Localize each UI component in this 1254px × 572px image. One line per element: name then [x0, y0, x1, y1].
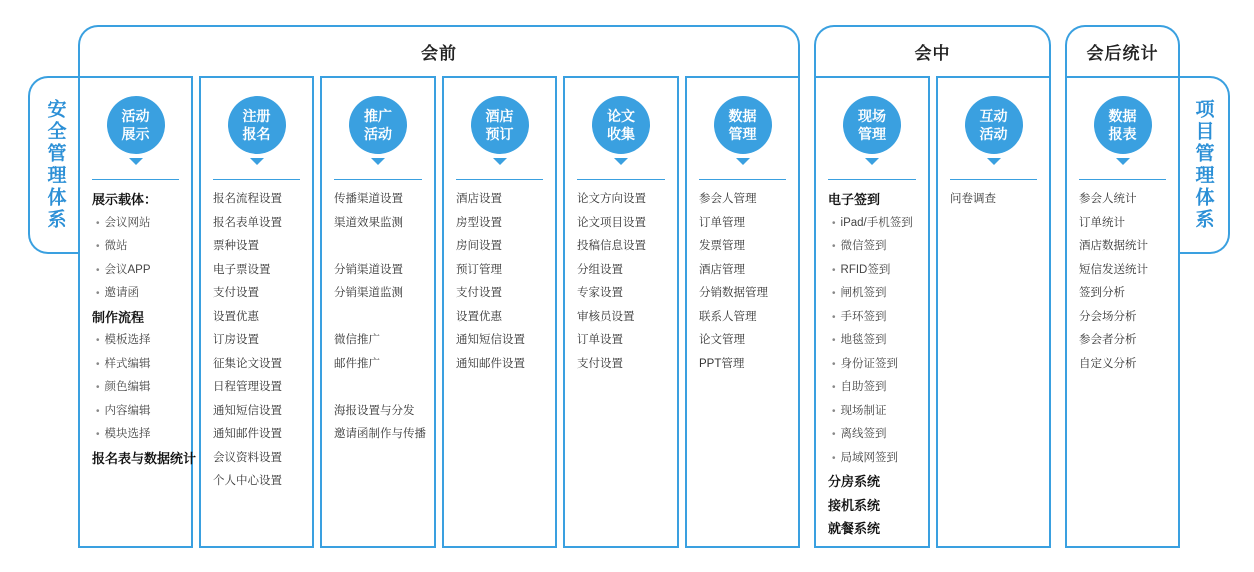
item-list: [699, 188, 792, 376]
down-triangle-icon: [371, 158, 385, 165]
list-item: 通知邮件设置: [456, 357, 525, 370]
phase-post-label: 会后统计: [1086, 44, 1159, 63]
list-item: 联系人管理: [699, 310, 757, 323]
column-promotion: [320, 76, 436, 548]
list-item: 票种设置: [213, 240, 259, 252]
list-item: 日程管理设置: [213, 381, 282, 393]
phase-post-header: [1065, 25, 1180, 76]
list-item: 短信发送统计: [1079, 263, 1148, 276]
list-item: • 会议APP: [92, 259, 185, 283]
list-item: 通知邮件设置: [213, 428, 282, 440]
down-triangle-icon: [250, 158, 264, 165]
list-item: • 手环签到: [828, 306, 922, 330]
divider: [950, 179, 1037, 180]
divider: [577, 179, 665, 180]
list-item: 参会人统计: [1079, 193, 1137, 205]
list-item: 订单统计: [1079, 216, 1125, 229]
list-item: 预订管理: [456, 263, 502, 276]
item-list: [213, 188, 306, 494]
item-list: [828, 188, 922, 541]
list-item: • 模板选择: [92, 329, 185, 353]
list-spacer: [334, 306, 428, 330]
list-heading: 报名表与数据统计: [92, 450, 197, 466]
down-triangle-icon: [614, 158, 628, 165]
list-item: 支付设置: [213, 287, 259, 299]
list-item: 传播渠道设置: [334, 193, 403, 205]
list-item: 分销数据管理: [699, 287, 768, 299]
list-item: • 闸机签到: [828, 282, 922, 306]
list-item: 酒店管理: [699, 263, 745, 276]
list-item: 签到分析: [1079, 287, 1125, 299]
down-triangle-icon: [493, 158, 507, 165]
column-onsite-management: [814, 76, 930, 548]
list-item: • 身份证签到: [828, 353, 922, 377]
list-item: • 模块选择: [92, 423, 185, 447]
list-item: 发票管理: [699, 240, 745, 252]
list-item: • 邀请函: [92, 282, 185, 306]
down-triangle-icon: [1116, 158, 1130, 165]
left-side-tab: [28, 76, 80, 254]
phase-pre-label: 会前: [421, 44, 457, 63]
list-item: 论文项目设置: [577, 216, 646, 229]
divider: [213, 179, 300, 180]
column-paper-collection: [563, 76, 679, 548]
down-triangle-icon: [736, 158, 750, 165]
right-side-tab: [1178, 76, 1230, 254]
list-item: 报名表单设置: [213, 216, 282, 229]
down-triangle-icon: [865, 158, 879, 165]
column-interactive-activities: [936, 76, 1051, 548]
down-triangle-icon: [987, 158, 1001, 165]
list-spacer: [334, 235, 428, 259]
list-item: 分销渠道设置: [334, 263, 403, 276]
list-item: 参会人管理: [699, 193, 757, 205]
list-item: 房型设置: [456, 216, 502, 229]
list-item: 支付设置: [456, 287, 502, 299]
list-item: • 局域网签到: [828, 447, 922, 471]
list-item: PPT管理: [699, 357, 745, 370]
divider: [699, 179, 786, 180]
item-list: [577, 188, 671, 376]
phase-pre-header: [78, 25, 800, 76]
column-title-circle: 论文 收集: [592, 96, 650, 154]
list-item: • 现场制证: [828, 400, 922, 424]
list-item: 会议资料设置: [213, 451, 282, 464]
list-heading: 制作流程: [92, 309, 145, 325]
list-item: • 会议网站: [92, 212, 185, 236]
list-item: 酒店数据统计: [1079, 240, 1148, 252]
list-item: 订单设置: [577, 334, 623, 346]
left-side-label: 安全管理体系: [44, 99, 66, 231]
list-item: 问卷调查: [950, 193, 996, 205]
list-item: • 颜色编辑: [92, 376, 185, 400]
divider: [92, 179, 179, 180]
column-activity-display: [78, 76, 197, 548]
list-item: 海报设置与分发: [334, 404, 415, 417]
column-title-circle: 推广 活动: [349, 96, 407, 154]
column-data-management: [685, 76, 800, 548]
list-item: 论文管理: [699, 334, 745, 346]
list-item: 设置优惠: [456, 310, 502, 323]
list-heading: 电子签到: [828, 192, 881, 207]
list-item: 征集论文设置: [213, 357, 282, 370]
list-item: 订单管理: [699, 216, 745, 229]
column-registration: [199, 76, 314, 548]
divider: [828, 179, 916, 180]
list-item: 设置优惠: [213, 310, 259, 323]
list-heading: 接机系统: [828, 497, 881, 513]
list-item: • iPad/手机签到: [828, 212, 922, 236]
item-list: [456, 188, 549, 376]
list-item: 分组设置: [577, 263, 623, 276]
list-item: 订房设置: [213, 334, 259, 346]
list-item: 参会者分析: [1079, 334, 1137, 346]
list-item: 专家设置: [577, 287, 623, 299]
list-heading: 分房系统: [828, 474, 881, 489]
list-item: 邀请函制作与传播: [334, 428, 426, 440]
item-list: [92, 188, 197, 470]
down-triangle-icon: [129, 158, 143, 165]
phase-during-header: [814, 25, 1051, 76]
list-item: 通知短信设置: [213, 404, 282, 417]
divider: [1079, 179, 1166, 180]
list-item: 论文方向设置: [577, 193, 646, 205]
list-item: 通知短信设置: [456, 334, 525, 346]
column-title-circle: 互动 活动: [965, 96, 1023, 154]
list-item: 邮件推广: [334, 357, 380, 370]
list-item: • 地毯签到: [828, 329, 922, 353]
list-item: 房间设置: [456, 240, 502, 252]
column-title-circle: 现场 管理: [843, 96, 901, 154]
list-item: 支付设置: [577, 357, 623, 370]
list-item: 个人中心设置: [213, 475, 282, 487]
column-data-reports: [1065, 76, 1180, 548]
right-side-label: 项目管理体系: [1192, 99, 1214, 231]
list-item: 自定义分析: [1079, 357, 1137, 370]
list-item: • 自助签到: [828, 376, 922, 400]
list-item: 报名流程设置: [213, 193, 282, 205]
column-title-circle: 注册 报名: [228, 96, 286, 154]
item-list: [1079, 188, 1172, 376]
list-heading: 就餐系统: [828, 521, 881, 536]
column-title-circle: 酒店 预订: [471, 96, 529, 154]
list-item: 微信推广: [334, 334, 380, 346]
column-title-circle: 活动 展示: [107, 96, 165, 154]
list-item: 酒店设置: [456, 193, 502, 205]
list-item: 电子票设置: [213, 263, 271, 276]
list-item: • 内容编辑: [92, 400, 185, 424]
list-spacer: [334, 376, 428, 400]
list-item: 分销渠道监测: [334, 287, 403, 299]
column-hotel-booking: [442, 76, 557, 548]
column-title-circle: 数据 管理: [714, 96, 772, 154]
phase-during-label: 会中: [914, 44, 951, 63]
item-list: [950, 188, 1043, 212]
list-item: 渠道效果监测: [334, 216, 403, 229]
list-item: • 微站: [92, 235, 185, 259]
list-item: • 样式编辑: [92, 353, 185, 377]
list-item: • 离线签到: [828, 423, 922, 447]
list-item: 分会场分析: [1079, 310, 1137, 323]
divider: [456, 179, 543, 180]
list-item: • RFID签到: [828, 259, 922, 283]
column-title-circle: 数据 报表: [1094, 96, 1152, 154]
divider: [334, 179, 422, 180]
list-item: 审核员设置: [577, 310, 635, 323]
list-item: 投稿信息设置: [577, 240, 646, 252]
item-list: [334, 188, 428, 447]
list-item: • 微信签到: [828, 235, 922, 259]
list-heading: 展示载体：: [92, 192, 158, 207]
